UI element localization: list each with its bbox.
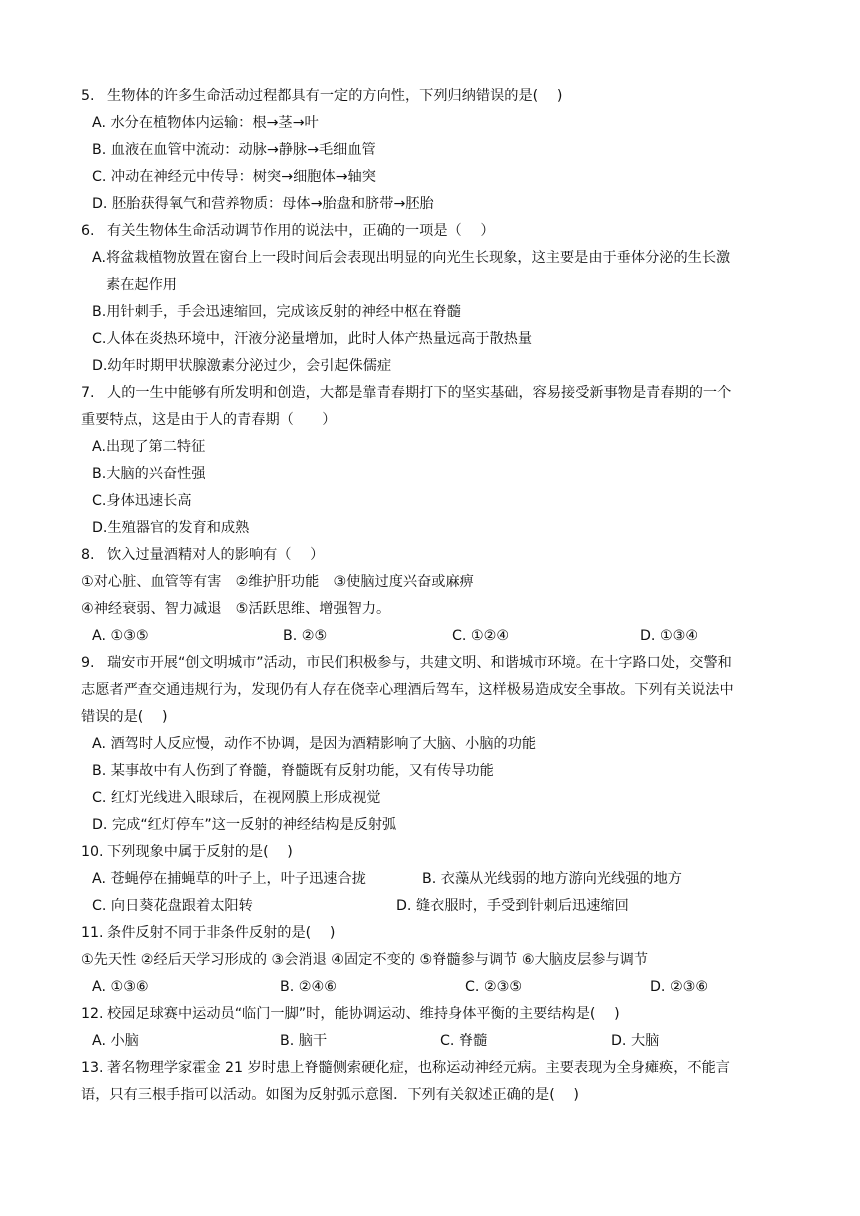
question-10-option-b: B. 衣藻从光线弱的地方游向光线强的地方 <box>422 871 682 887</box>
question-9-stem <box>81 653 732 673</box>
question-11-statements: ①先天性 ②经后天学习形成的 ③会消退 ④固定不变的 ⑤脊髓参与调节 ⑥大脑皮层参与调节 <box>81 952 649 968</box>
question-text: 人的一生中能够有所发明和创造，大都是靠青春期打下的坚实基础，容易接受新事物是青春期的一个 <box>107 385 732 401</box>
question-9-option-d: D. 完成“红灯停车”这一反射的神经结构是反射弧 <box>92 817 397 833</box>
question-12-option-b: B. 脑干 <box>280 1033 328 1049</box>
question-11-option-a: A. ①③⑥ <box>92 979 149 995</box>
question-10-option-d: D. 缝衣服时，手受到针刺后迅速缩回 <box>396 898 629 914</box>
question-10-option-a: A. 苍蝇停在捕蝇草的叶子上，叶子迅速合拢 <box>92 871 366 887</box>
question-text: 有关生物体生命活动调节作用的说法中，正确的一项是（ ） <box>107 223 495 239</box>
question-8-option-c: C. ①②④ <box>452 628 510 644</box>
question-7-option-d: D.生殖器官的发育和成熟 <box>92 520 250 536</box>
question-9-stem-cont-2: 错误的是( ) <box>81 709 168 725</box>
question-9-option-c: C. 红灯光线进入眼球后，在视网膜上形成视觉 <box>92 790 381 806</box>
question-12-option-c: C. 脊髓 <box>440 1033 488 1049</box>
question-12-stem <box>81 1004 620 1024</box>
question-6-option-c: C.人体在炎热环境中，汗液分泌量增加，此时人体产热量远高于散热量 <box>92 331 533 347</box>
question-12-option-d: D. 大脑 <box>611 1033 660 1049</box>
question-8-stem <box>81 545 324 565</box>
question-13-stem <box>81 1058 730 1078</box>
question-number: 11. <box>81 925 104 941</box>
question-6-option-b: B.用针刺手，手会迅速缩回，完成该反射的神经中枢在脊髓 <box>92 304 461 320</box>
question-number: 6. <box>81 223 95 239</box>
question-6-option-a-cont: 素在起作用 <box>106 277 177 293</box>
question-8-option-d: D. ①③④ <box>640 628 699 644</box>
question-text: 饮入过量酒精对人的影响有（ ） <box>107 547 325 563</box>
question-10-stem <box>81 842 293 862</box>
question-number: 8. <box>81 547 95 563</box>
question-number: 7. <box>81 385 95 401</box>
question-6-option-a: A.将盆栽植物放置在窗台上一段时间后会表现出明显的向光生长现象，这主要是由于垂体分泌的生长激 <box>92 250 731 266</box>
question-7-option-b: B.大脑的兴奋性强 <box>92 466 206 482</box>
question-text: 生物体的许多生命活动过程都具有一定的方向性，下列归纳错误的是( ) <box>107 88 563 104</box>
question-5-option-c: C. 冲动在神经元中传导：树突→细胞体→轴突 <box>92 169 376 185</box>
question-number: 12. <box>81 1006 104 1022</box>
question-11-option-d: D. ②③⑥ <box>650 979 709 995</box>
question-11-option-c: C. ②③⑤ <box>465 979 523 995</box>
question-12-option-a: A. 小脑 <box>92 1033 139 1049</box>
question-8-statements-1: ①对心脏、血管等有害 ②维护肝功能 ③使脑过度兴奋或麻痹 <box>81 574 474 590</box>
question-5-option-b: B. 血液在血管中流动：动脉→静脉→毛细血管 <box>92 142 376 158</box>
question-11-stem <box>81 923 335 943</box>
question-6-option-d: D.幼年时期甲状腺激素分泌过少，会引起侏儒症 <box>92 358 392 374</box>
question-9-stem-cont-1: 志愿者严查交通违规行为，发现仍有人存在侥幸心理酒后驾车，这样极易造成安全事故。下列有关说法中 <box>81 682 734 698</box>
question-text: 下列现象中属于反射的是( ) <box>107 844 293 860</box>
question-7-stem-cont: 重要特点，这是由于人的青春期（ ） <box>81 412 337 428</box>
question-9-option-a: A. 酒驾时人反应慢，动作不协调，是因为酒精影响了大脑、小脑的功能 <box>92 736 537 752</box>
question-5-option-a: A. 水分在植物体内运输：根→茎→叶 <box>92 115 319 131</box>
question-text: 校园足球赛中运动员“临门一脚”时，能协调运动、维持身体平衡的主要结构是( ) <box>107 1006 620 1022</box>
question-text: 瑞安市开展“创文明城市”活动，市民们积极参与，共建文明、和谐城市环境。在十字路口处，交警和 <box>107 655 732 671</box>
question-text: 条件反射不同于非条件反射的是( ) <box>107 925 336 941</box>
question-text: 著名物理学家霍金 21 岁时患上脊髓侧索硬化症，也称运动神经元病。主要表现为全身瘫痪，不能言 <box>107 1060 730 1076</box>
question-number: 9. <box>81 655 95 671</box>
question-8-option-b: B. ②⑤ <box>283 628 328 644</box>
question-8-statements-2: ④神经衰弱、智力减退 ⑤活跃思维、增强智力。 <box>81 601 391 617</box>
question-number: 10. <box>81 844 104 860</box>
question-9-option-b: B. 某事故中有人伤到了脊髓，脊髓既有反射功能，又有传导功能 <box>92 763 494 779</box>
question-6-stem <box>81 221 495 241</box>
question-7-option-c: C.身体迅速长高 <box>92 493 192 509</box>
question-7-stem <box>81 383 731 403</box>
question-number: 13. <box>81 1060 104 1076</box>
question-8-option-a: A. ①③⑤ <box>92 628 149 644</box>
question-13-stem-cont: 语，只有三根手指可以活动。如图为反射弧示意图．下列有关叙述正确的是( ) <box>81 1087 579 1103</box>
question-10-option-c: C. 向日葵花盘跟着太阳转 <box>92 898 253 914</box>
question-5-stem <box>81 86 562 106</box>
question-7-option-a: A.出现了第二特征 <box>92 439 206 455</box>
question-5-option-d: D. 胚胎获得氧气和营养物质：母体→胎盘和脐带→胚胎 <box>92 196 434 212</box>
question-number: 5. <box>81 88 95 104</box>
question-11-option-b: B. ②④⑥ <box>280 979 337 995</box>
